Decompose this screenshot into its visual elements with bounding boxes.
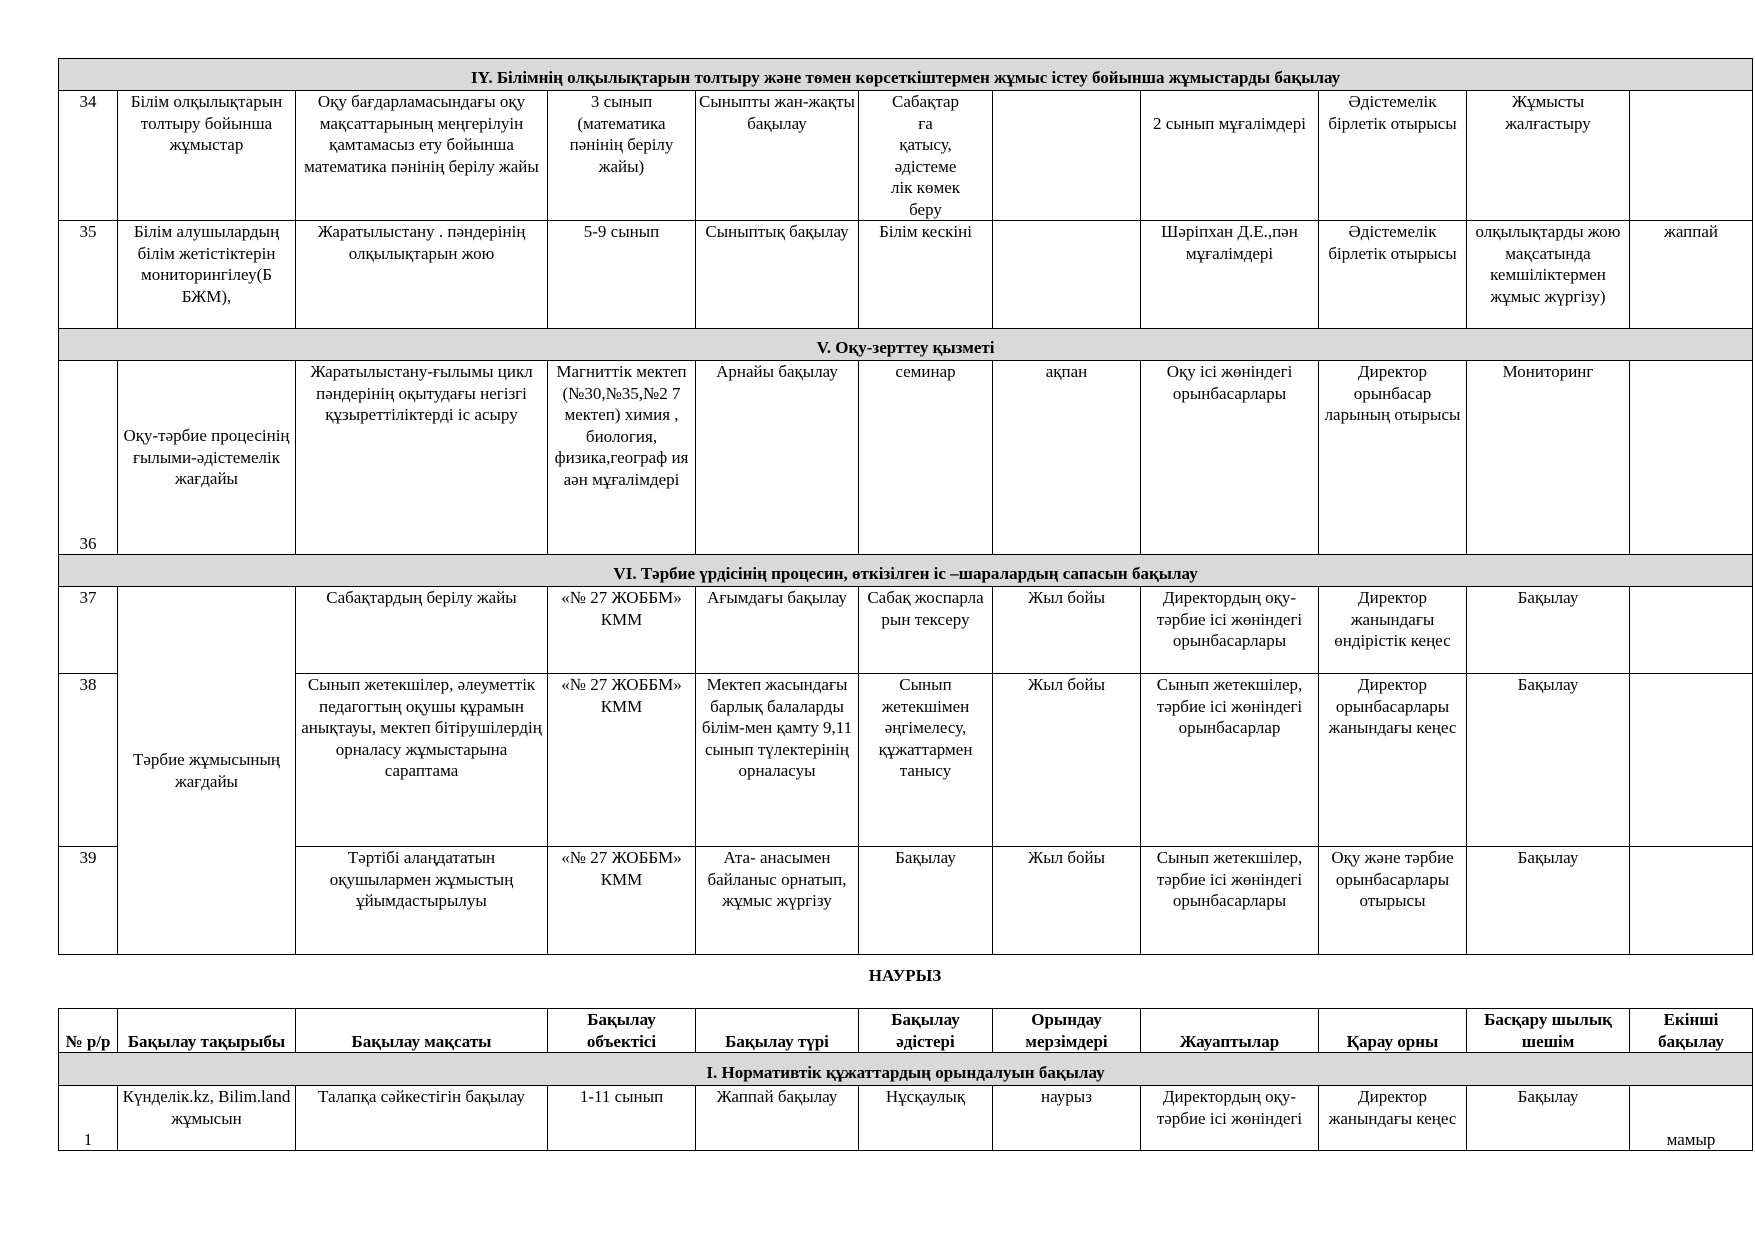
row-number: 34 [59, 91, 118, 221]
section-row [59, 555, 1753, 587]
control-goal: Сабақтардың берілу жайы [296, 587, 548, 674]
row-number: 38 [59, 674, 118, 847]
second-control [1630, 587, 1753, 674]
control-goal: Сынып жетекшілер, әлеуметтік педагогтың оқушы құрамын анықтауы, мектеп бітірушілердің орналасу жұмыстарына сараптама [296, 674, 548, 847]
table-row [59, 847, 1753, 955]
control-topic: Күнделік.kz, Bilim.land жұмысын [118, 1086, 296, 1151]
management-decision: Бақылау [1467, 587, 1630, 674]
management-decision: Мониторинг [1467, 361, 1630, 555]
control-type: Жаппай бақылау [696, 1086, 859, 1151]
control-term: наурыз [993, 1086, 1141, 1151]
header-topic: Бақылау тақырыбы [118, 1009, 296, 1053]
control-method: Сынып жетекшімен әңгімелесу, құжаттармен танысу [859, 674, 993, 847]
review-place: Директор орынбасарлары жанындағы кеңес [1319, 674, 1467, 847]
section-title-vi: VI. Тәрбие үрдісінің процесин, өткізілген іс –шаралардың сапасын бақылау [59, 555, 1753, 587]
second-control: мамыр [1630, 1086, 1753, 1151]
control-object: «№ 27 ЖОББМ» КММ [548, 674, 696, 847]
control-goal: Оқу бағдарламасындағы оқу мақсаттарының меңгерілуін қамтамасыз ету бойынша математика пәнінің берілу жайы [296, 91, 548, 221]
march-control-table [58, 1008, 1753, 1151]
responsible: Директордың оқу-тәрбие ісі жөніндегі орынбасарлары [1141, 587, 1319, 674]
section-row [59, 59, 1753, 91]
management-decision: олқылықтарды жою мақсатында кемшіліктермен жұмыс жүргізу) [1467, 221, 1630, 329]
review-place: Директор жанындағы өндірістік кеңес [1319, 587, 1467, 674]
management-decision: Бақылау [1467, 1086, 1630, 1151]
responsible: Сынып жетекшілер, тәрбие ісі жөніндегі орынбасарлар [1141, 674, 1319, 847]
control-method: семинар [859, 361, 993, 555]
header-responsible: Жауаптылар [1141, 1009, 1319, 1053]
header-object: Бақылау объектісі [548, 1009, 696, 1053]
table-row [59, 361, 1753, 555]
control-type: Ата- анасымен байланыс орнатып, жұмыс жүргізу [696, 847, 859, 955]
control-method: Сабақтар ға қатысу, әдістеме лік көмек беру [859, 91, 993, 221]
second-control: жаппай [1630, 221, 1753, 329]
control-object: «№ 27 ЖОББМ» КММ [548, 587, 696, 674]
second-control [1630, 674, 1753, 847]
review-place: Әдістемелік бірлетік отырысы [1319, 221, 1467, 329]
control-object: 1-11 сынып [548, 1086, 696, 1151]
header-decision: Басқару шылық шешім [1467, 1009, 1630, 1053]
header-goal: Бақылау мақсаты [296, 1009, 548, 1053]
responsible: Шәріпхан Д.Е.,пән мұғалімдері [1141, 221, 1319, 329]
responsible: 2 сынып мұғалімдері [1141, 91, 1319, 221]
control-goal: Жаратылыстану-ғылымы цикл пәндерінің оқытудағы негізгі құзыреттіліктерді іс асыру [296, 361, 548, 555]
table-row [59, 1086, 1753, 1151]
control-method: Білім кескіні [859, 221, 993, 329]
row-number: 39 [59, 847, 118, 955]
control-term: Жыл бойы [993, 587, 1141, 674]
section-title-iv: IY. Білімнің олқылықтарын толтыру және төмен көрсеткіштермен жұмыс істеу бойынша жұмыстарды бақылау [59, 59, 1753, 91]
control-term: Жыл бойы [993, 674, 1141, 847]
second-control [1630, 847, 1753, 955]
control-topic: Білім алушылардың білім жетістіктерін мониторингілеу(Б БЖМ), [118, 221, 296, 329]
control-type: Арнайы бақылау [696, 361, 859, 555]
control-term: Жыл бойы [993, 847, 1141, 955]
control-method: Нұсқаулық [859, 1086, 993, 1151]
second-control [1630, 361, 1753, 555]
control-term [993, 91, 1141, 221]
header-row [59, 1009, 1753, 1053]
control-object: 3 сынып (математика пәнінің берілу жайы) [548, 91, 696, 221]
management-decision: Бақылау [1467, 674, 1630, 847]
row-number: 37 [59, 587, 118, 674]
control-term [993, 221, 1141, 329]
control-type: Мектеп жасындағы барлық балаларды білім-мен қамту 9,11 сынып түлектерінің орналасуы [696, 674, 859, 847]
control-plan-table [58, 58, 1753, 955]
control-term: ақпан [993, 361, 1141, 555]
table-row [59, 587, 1753, 674]
header-method: Бақылау әдістері [859, 1009, 993, 1053]
control-topic: Білім олқылықтарын толтыру бойынша жұмыстар [118, 91, 296, 221]
control-type: Сыныпты жан-жақты бақылау [696, 91, 859, 221]
section-row [59, 1053, 1753, 1086]
control-object: «№ 27 ЖОББМ» КММ [548, 847, 696, 955]
row-number: 1 [59, 1086, 118, 1151]
management-decision: Жұмысты жалғастыру [1467, 91, 1630, 221]
table-row [59, 221, 1753, 329]
control-method: Бақылау [859, 847, 993, 955]
section-row [59, 329, 1753, 361]
section-title-v: V. Оқу-зерттеу қызметі [59, 329, 1753, 361]
header-place: Қарау орны [1319, 1009, 1467, 1053]
review-place: Әдістемелік бірлетік отырысы [1319, 91, 1467, 221]
responsible: Директордың оқу-тәрбие ісі жөніндегі [1141, 1086, 1319, 1151]
month-title: НАУРЫЗ [868, 966, 942, 985]
control-topic: Тәрбие жұмысының жағдайы [118, 587, 296, 955]
review-place: Директор жанындағы кеңес [1319, 1086, 1467, 1151]
control-type: Ағымдағы бақылау [696, 587, 859, 674]
control-goal: Жаратылыстану . пәндерінің олқылықтарын жою [296, 221, 548, 329]
control-goal: Тәртібі алаңдататын оқушылармен жұмыстың ұйымдастырылуы [296, 847, 548, 955]
control-object: 5-9 сынып [548, 221, 696, 329]
responsible: Оқу ісі жөніндегі орынбасарлары [1141, 361, 1319, 555]
row-number: 35 [59, 221, 118, 329]
control-object: Магниттік мектеп (№30,№35,№2 7 мектеп) химия , биология, физика,географ ия аән мұғалімдері [548, 361, 696, 555]
second-control [1630, 91, 1753, 221]
review-place: Директор орынбасар ларының отырысы [1319, 361, 1467, 555]
control-topic: Оқу-тәрбие процесінің ғылыми-әдістемелік жағдайы [118, 361, 296, 555]
management-decision: Бақылау [1467, 847, 1630, 955]
row-number: 36 [59, 361, 118, 555]
table-row [59, 91, 1753, 221]
header-term: Орындау мерзімдері [993, 1009, 1141, 1053]
review-place: Оқу және тәрбие орынбасарлары отырысы [1319, 847, 1467, 955]
header-second: Екінші бақылау [1630, 1009, 1753, 1053]
responsible: Сынып жетекшілер, тәрбие ісі жөніндегі орынбасарлары [1141, 847, 1319, 955]
section-title-i: I. Нормативтік құжаттардың орындалуын бақылау [59, 1053, 1753, 1086]
control-type: Сыныптық бақылау [696, 221, 859, 329]
control-goal: Талапқа сәйкестігін бақылау [296, 1086, 548, 1151]
table-row [59, 674, 1753, 847]
control-method: Сабақ жоспарла рын тексеру [859, 587, 993, 674]
header-type: Бақылау түрі [696, 1009, 859, 1053]
header-num: № р/р [59, 1009, 118, 1053]
